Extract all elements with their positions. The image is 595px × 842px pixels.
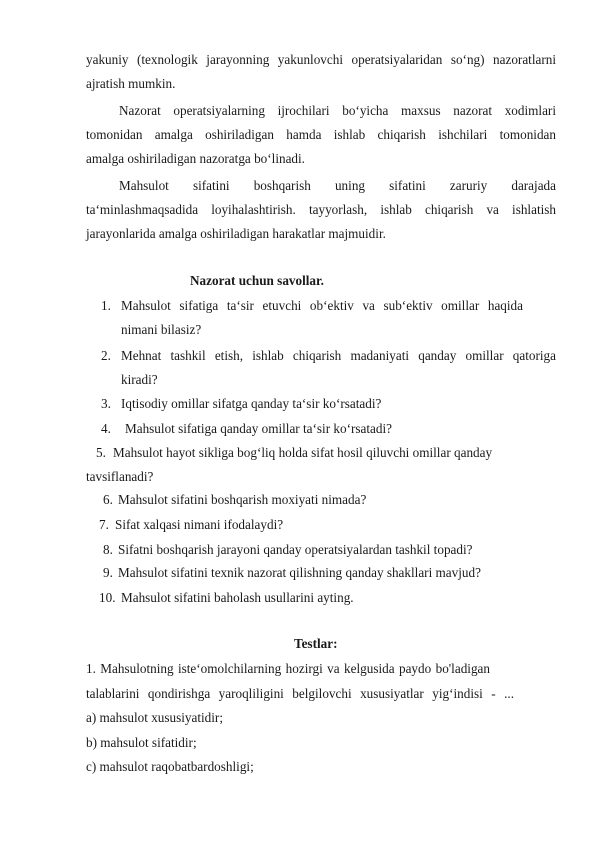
question-text: kiradi?: [121, 372, 158, 387]
question-text: Mahsulot hayot sikliga bog‘liq holda sifat hosil qiluvchi omillar qanday: [113, 445, 493, 460]
question-text: Mahsulot sifatiga ta‘sir etuvchi ob‘ektiv va sub‘ektiv omillar haqida: [121, 298, 523, 313]
test-option: a) mahsulot xususiyatidir;: [86, 710, 223, 725]
paragraph-line: jarayonlarida amalga oshiriladigan harakatlar majmuidir.: [86, 226, 386, 241]
test-question-line: 1. Mahsulotning iste‘omolchilarning hozirgi va kelgusida paydo bo'ladigan: [86, 661, 490, 676]
question-text: tavsiflanadi?: [86, 469, 154, 484]
question-text: Mahsulot sifatini texnik nazorat qilishning qanday shakllari mavjud?: [118, 565, 481, 580]
question-number: 1.: [101, 298, 111, 313]
question-text: Mahsulot sifatiga qanday omillar ta‘sir ko‘rsatadi?: [125, 421, 392, 436]
question-text: Sifatni boshqarish jarayoni qanday operatsiyalardan tashkil topadi?: [118, 542, 473, 557]
paragraph-line: amalga oshiriladigan nazoratga bo‘linadi.: [86, 151, 305, 166]
paragraph-line: ta‘minlashmaqsadida loyihalashtirish. tayyorlash, ishlab chiqarish va ishlatish: [86, 202, 556, 217]
question-number: 5.: [96, 445, 106, 460]
test-option: b) mahsulot sifatidir;: [86, 735, 197, 750]
question-number: 2.: [101, 348, 111, 363]
paragraph-line: tomonidan amalga oshiriladigan hamda ishlab chiqarish ishchilari tomonidan: [86, 127, 556, 142]
question-text: Sifat xalqasi nimani ifodalaydi?: [115, 517, 284, 532]
question-number: 4.: [101, 421, 111, 436]
question-text: Mahsulot sifatini boshqarish moxiyati nimada?: [118, 492, 367, 507]
paragraph-line: Mahsulot sifatini boshqarish uning sifatini zaruriy darajada: [119, 178, 556, 193]
test-question-line: talablarini qondirishga yaroqliligini belgilovchi xususiyatlar yig‘indisi - ...: [86, 686, 514, 701]
question-number: 8.: [103, 542, 113, 557]
question-text: Iqtisodiy omillar sifatga qanday ta‘sir ko‘rsatadi?: [121, 396, 382, 411]
questions-title: Nazorat uchun savollar.: [190, 273, 324, 288]
question-number: 10.: [99, 590, 116, 605]
paragraph-line: ajratish mumkin.: [86, 76, 176, 91]
test-option: c) mahsulot raqobatbardoshligi;: [86, 759, 254, 774]
paragraph-line: yakuniy (texnologik jarayonning yakunlovchi operatsiyalaridan so‘ng) nazoratlarni: [86, 52, 556, 67]
question-text: Mehnat tashkil etish, ishlab chiqarish madaniyati qanday omillar qatoriga: [121, 348, 556, 363]
question-text: Mahsulot sifatini baholash usullarini ayting.: [121, 590, 354, 605]
tests-title: Testlar:: [294, 636, 338, 651]
question-number: 6.: [103, 492, 113, 507]
question-text: nimani bilasiz?: [121, 322, 202, 337]
paragraph-line: Nazorat operatsiyalarning ijrochilari bo‘yicha maxsus nazorat xodimlari: [119, 103, 556, 118]
question-number: 9.: [103, 565, 113, 580]
question-number: 7.: [99, 517, 109, 532]
question-number: 3.: [101, 396, 111, 411]
